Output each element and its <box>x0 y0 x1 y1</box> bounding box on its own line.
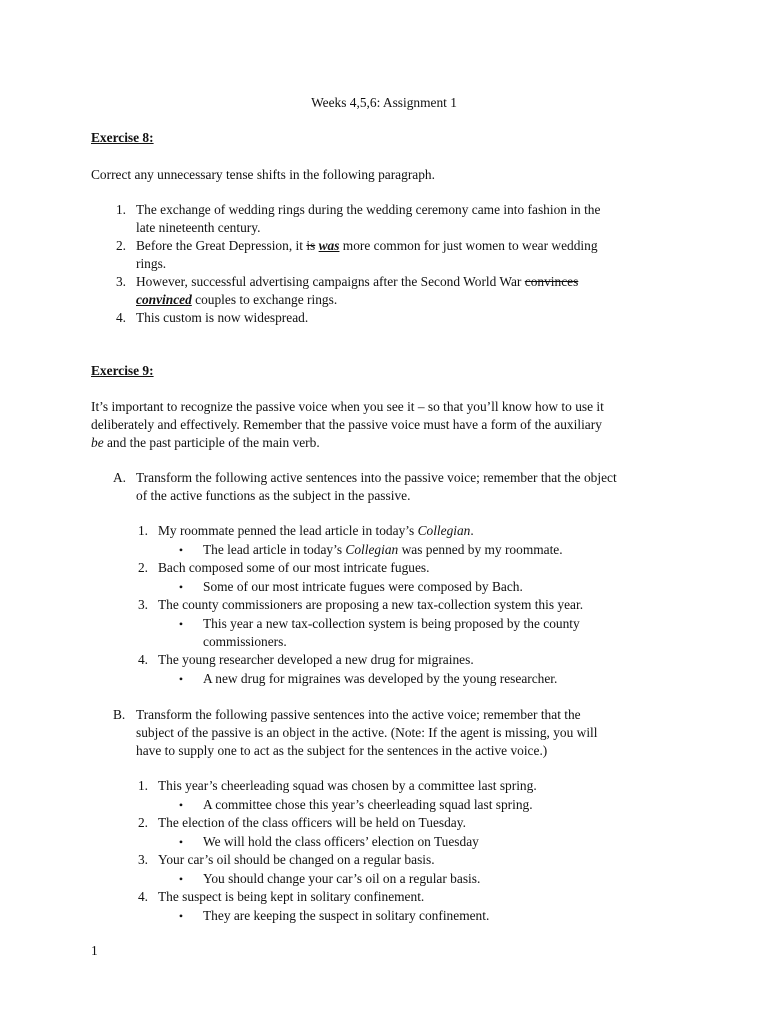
answer-text: A new drug for migraines was developed by the young researcher. <box>203 671 558 686</box>
exercise-9-intro: be and the past participle of the main verb. <box>91 435 320 450</box>
list-item-text: Your car’s oil should be changed on a regular basis. <box>158 852 435 867</box>
document-title: Weeks 4,5,6: Assignment 1 <box>311 95 457 110</box>
answer-text: Some of our most intricate fugues were composed by Bach. <box>203 579 523 594</box>
list-number: 2. <box>137 560 148 575</box>
list-item-text: However, successful advertising campaigns after the Second World War convinces <box>136 274 579 289</box>
list-number: 4. <box>137 652 148 667</box>
list-number: 4. <box>137 889 148 904</box>
bullet-icon: • <box>178 617 184 631</box>
bullet-icon: • <box>178 672 184 686</box>
exercise-8-instructions: Correct any unnecessary tense shifts in the following paragraph. <box>91 167 435 182</box>
list-item-text: This year’s cheerleading squad was chosen by a committee last spring. <box>158 778 537 793</box>
list-item-text: The election of the class officers will be held on Tuesday. <box>158 815 466 830</box>
part-b-label: B. <box>113 707 126 722</box>
part-a-instructions: of the active functions as the subject in the passive. <box>136 488 411 503</box>
answer-text: commissioners. <box>203 634 287 649</box>
answer-text: A committee chose this year’s cheerleading squad last spring. <box>203 797 533 812</box>
list-item-text: Bach composed some of our most intricate fugues. <box>158 560 430 575</box>
list-number: 3. <box>115 274 126 289</box>
answer-text: We will hold the class officers’ election on Tuesday <box>203 834 479 849</box>
list-number: 3. <box>137 597 148 612</box>
bullet-icon: • <box>178 543 184 557</box>
list-item-text: Before the Great Depression, it is was more common for just women to wear wedding <box>136 238 598 253</box>
bullet-icon: • <box>178 909 184 923</box>
list-item-text: This custom is now widespread. <box>136 310 309 325</box>
exercise-8-heading: Exercise 8: <box>91 130 154 145</box>
list-number: 1. <box>115 202 126 217</box>
struck-word: convinces <box>524 274 579 289</box>
list-item-text: late nineteenth century. <box>136 220 261 235</box>
part-a-instructions: Transform the following active sentences into the passive voice; remember that the object <box>136 470 617 485</box>
answer-text: You should change your car’s oil on a regular basis. <box>203 871 481 886</box>
bullet-icon: • <box>178 580 184 594</box>
struck-word: is <box>306 238 316 253</box>
list-number: 4. <box>115 310 126 325</box>
corrected-word: was <box>318 238 340 253</box>
answer-text: This year a new tax-collection system is being proposed by the county <box>203 616 580 631</box>
list-number: 2. <box>137 815 148 830</box>
exercise-9-intro: It’s important to recognize the passive voice when you see it – so that you’ll know how to use it <box>91 399 604 414</box>
list-item-text: The suspect is being kept in solitary confinement. <box>158 889 425 904</box>
part-b-instructions: have to supply one to act as the subject for the sentences in the active voice.) <box>136 743 548 758</box>
list-number: 1. <box>137 778 148 793</box>
list-item-text: The young researcher developed a new drug for migraines. <box>158 652 474 667</box>
exercise-9-intro: deliberately and effectively. Remember that the passive voice must have a form of the auxiliary <box>91 417 602 432</box>
list-number: 1. <box>137 523 148 538</box>
list-item-text: The county commissioners are proposing a new tax-collection system this year. <box>158 597 584 612</box>
answer-text: They are keeping the suspect in solitary confinement. <box>203 908 490 923</box>
bullet-icon: • <box>178 872 184 886</box>
part-a-label: A. <box>113 470 127 485</box>
list-item-text: The exchange of wedding rings during the wedding ceremony came into fashion in the <box>136 202 601 217</box>
list-item-text: convinced couples to exchange rings. <box>136 292 338 307</box>
exercise-9-heading: Exercise 9: <box>91 363 154 378</box>
list-number: 2. <box>115 238 126 253</box>
part-b-instructions: subject of the passive is an object in the active. (Note: If the agent is missing, you will <box>136 725 598 740</box>
answer-text: The lead article in today’s Collegian was penned by my roommate. <box>203 542 563 557</box>
bullet-icon: • <box>178 835 184 849</box>
corrected-word: convinced <box>136 292 192 307</box>
bullet-icon: • <box>178 798 184 812</box>
page-number: 1 <box>91 943 98 958</box>
list-item-text: rings. <box>136 256 167 271</box>
list-number: 3. <box>137 852 148 867</box>
list-item-text: My roommate penned the lead article in today’s Collegian. <box>158 523 474 538</box>
part-b-instructions: Transform the following passive sentences into the active voice; remember that the <box>136 707 581 722</box>
